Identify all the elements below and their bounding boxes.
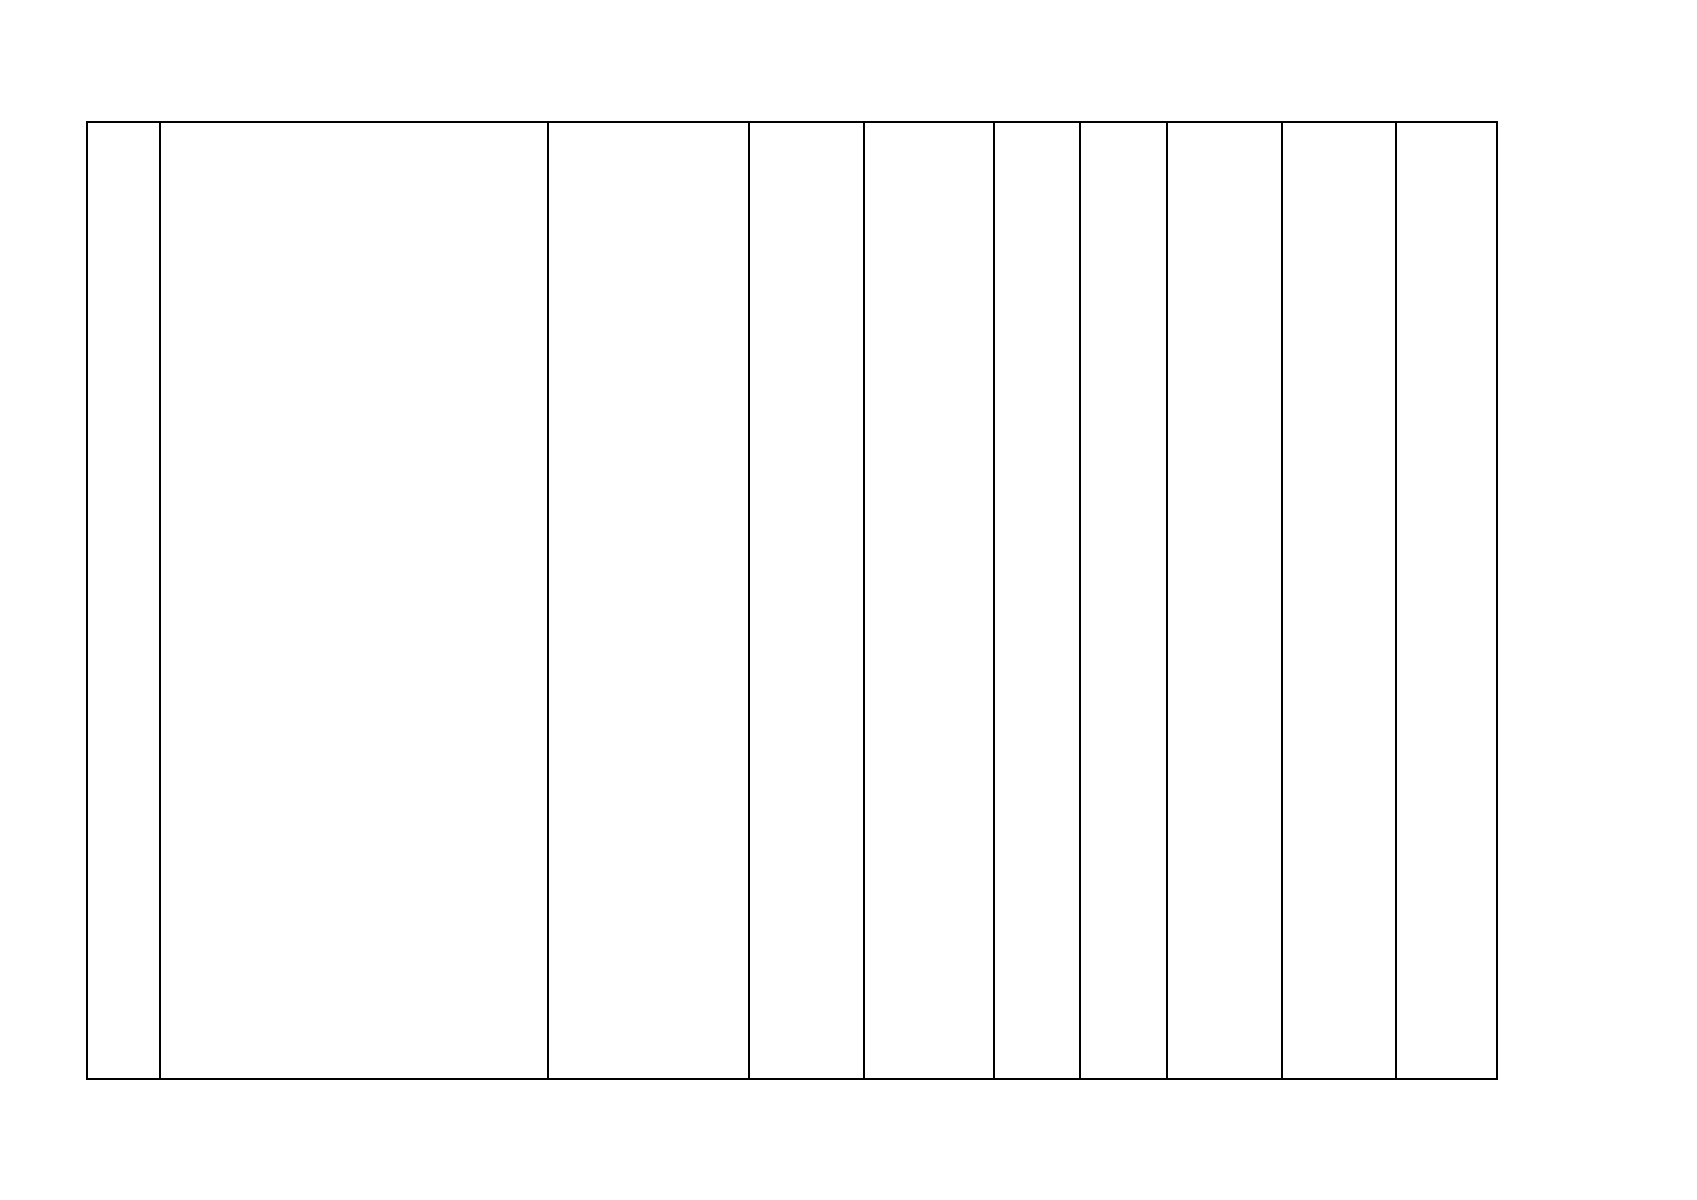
table-cell (160, 122, 548, 1079)
table-cell (994, 122, 1080, 1079)
table-cell (1282, 122, 1396, 1079)
data-table (86, 121, 1639, 1080)
table-cell (864, 122, 994, 1079)
table-row (87, 122, 1639, 1079)
table-cell (1080, 122, 1167, 1079)
table-cell (749, 122, 864, 1079)
table-cell (1396, 122, 1497, 1079)
table-cell (87, 122, 160, 1079)
table-cell (548, 122, 749, 1079)
table-cell (1167, 122, 1282, 1079)
